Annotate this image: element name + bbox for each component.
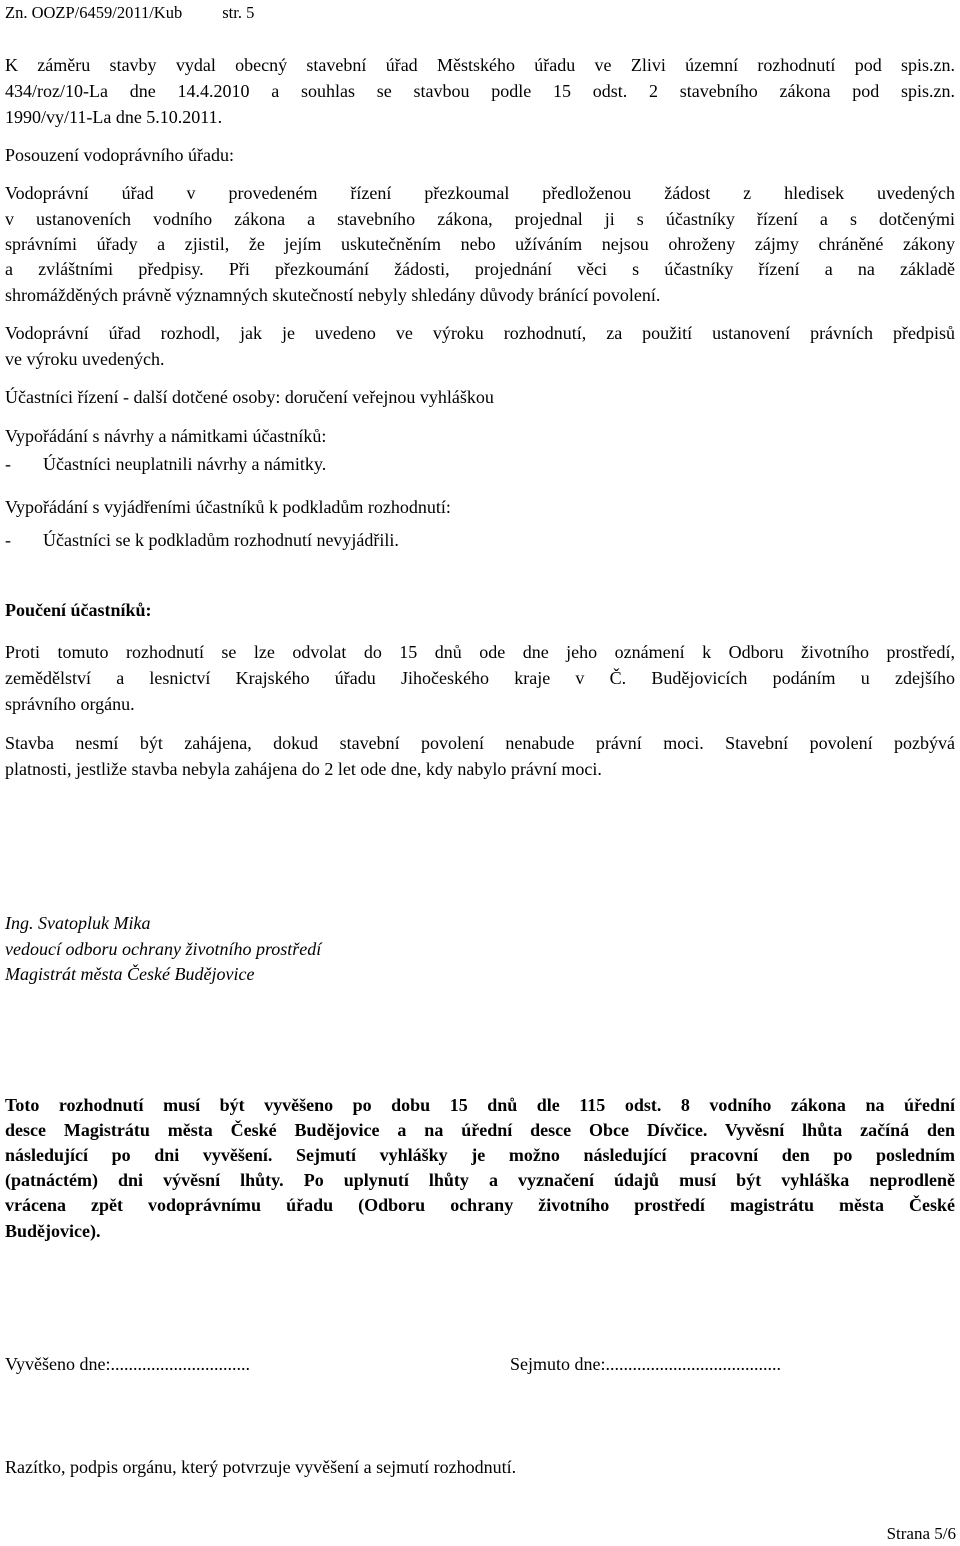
statements-item (5, 528, 399, 553)
assessment-p1-line: v ustanoveních vodního zákona a stavebního zákona, projednal ji s účastníky řízení a s dotčenými (5, 209, 955, 229)
instruction-p1-line: Proti tomuto rozhodnutí se lze odvolat do 15 dnů ode dne jeho oznámení k Odboru životního prostředí, (5, 642, 955, 662)
header-page-number: str. 5 (222, 3, 255, 22)
intro-line-2: 434/roz/10-La dne 14.4.2010 a souhlas se stavbou podle 15 odst. 2 stavebního zákona pod spis.zn. (5, 81, 955, 101)
statements-item-text: Účastníci se k podkladům rozhodnutí nevyjádřili. (43, 530, 399, 550)
notice-line: Budějovice). (5, 1221, 101, 1241)
instruction-p2-line: Stavba nesmí být zahájena, dokud stavební povolení nenabude právní moci. Stavební povolení pozbývá (5, 733, 955, 753)
assessment-p2-line: ve výroku uvedených. (5, 349, 165, 369)
page-header (5, 0, 254, 25)
list-dash: - (5, 454, 11, 474)
removed-date-field: Sejmuto dne:....................................... (510, 1354, 781, 1374)
notice-line: Toto rozhodnutí musí být vyvěšeno po dobu 15 dnů dle 115 odst. 8 vodního zákona na úřední (5, 1095, 955, 1115)
assessment-p1-line: shromážděných právně významných skutečností nebyly shledány důvody bránící povolení. (5, 285, 661, 305)
notice-line: následující po dni vyvěšení. Sejmutí vyhlášky je možno následující pracovní den po posledním (5, 1145, 955, 1165)
proposals-item (5, 452, 326, 477)
list-dash: - (5, 530, 11, 550)
signatory-organization: Magistrát města České Budějovice (5, 964, 255, 984)
assessment-heading: Posouzení vodoprávního úřadu: (5, 145, 234, 165)
signatory-role: vedoucí odboru ochrany životního prostředí (5, 939, 322, 959)
footer-page-number: Strana 5/6 (886, 1524, 956, 1543)
assessment-p1-line: Vodoprávní úřad v provedeném řízení přezkoumal předloženou žádost z hledisek uvedených (5, 183, 955, 203)
proposals-item-text: Účastníci neuplatnili návrhy a námitky. (43, 454, 327, 474)
notice-line: vrácena zpět vodoprávnímu úřadu (Odboru ochrany životního prostředí magistrátu města České (5, 1195, 955, 1215)
participants-others: Účastníci řízení - další dotčené osoby: doručení veřejnou vyhláškou (5, 387, 494, 407)
notice-line: desce Magistrátu města České Budějovice a na úřední desce Obce Dívčice. Vyvěsní lhůta začíná den (5, 1120, 955, 1140)
assessment-p2-line: Vodoprávní úřad rozhodl, jak je uvedeno ve výroku rozhodnutí, za použití ustanovení právních předpisů (5, 323, 955, 343)
assessment-p1-line: správními úřady a zjistil, že jejím uskutečněním nebo užíváním nejsou ohroženy zájmy chráněné zákony (5, 234, 955, 254)
instruction-p1-line: správního orgánu. (5, 694, 135, 714)
instruction-p2-line: platnosti, jestliže stavba nebyla zahájena do 2 let ode dne, kdy nabylo právní moci. (5, 759, 602, 779)
assessment-p1-line: a zvláštními předpisy. Při přezkoumání žádosti, projednání věci s účastníky řízení a na základě (5, 259, 955, 279)
intro-line-1: K záměru stavby vydal obecný stavební úřad Městského úřadu ve Zlivi územní rozhodnutí pod spis.zn. (5, 55, 955, 75)
instruction-heading: Poučení účastníků: (5, 600, 152, 620)
statements-heading: Vypořádání s vyjádřeními účastníků k podkladům rozhodnutí: (5, 497, 451, 517)
document-reference: Zn. OOZP/6459/2011/Kub (5, 3, 183, 22)
posted-date-field: Vyvěšeno dne:............................... (5, 1354, 250, 1374)
stamp-note: Razítko, podpis orgánu, který potvrzuje vyvěšení a sejmutí rozhodnutí. (5, 1457, 517, 1477)
instruction-p1-line: zemědělství a lesnictví Krajského úřadu Jihočeského kraje v Č. Budějovicích podáním u zdejšího (5, 668, 955, 688)
proposals-heading: Vypořádání s návrhy a námitkami účastníků: (5, 426, 327, 446)
notice-line: (patnáctém) dni vývěsní lhůty. Po uplynutí lhůty a vyznačení údajů musí být vyhláška neprodleně (5, 1170, 955, 1190)
signatory-name: Ing. Svatopluk Mika (5, 913, 151, 933)
intro-line-3: 1990/vy/11-La dne 5.10.2011. (5, 107, 223, 127)
